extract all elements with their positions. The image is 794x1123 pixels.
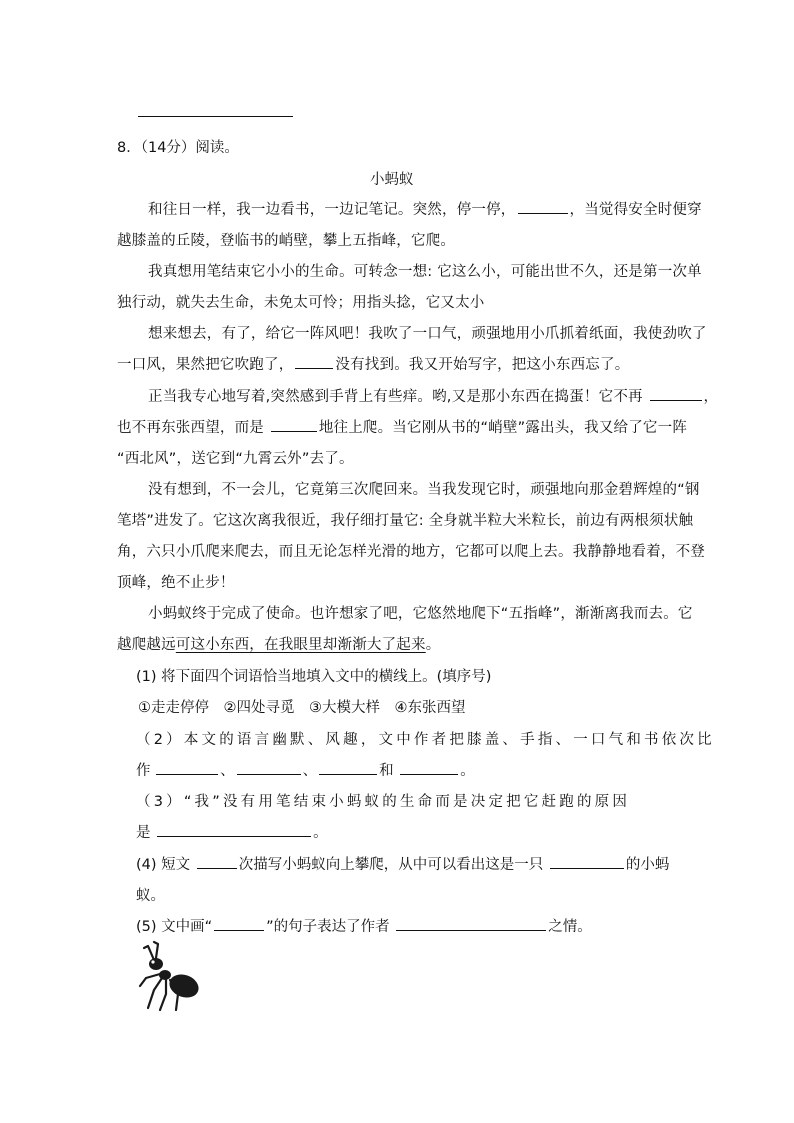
subq-1-options: ①走走停停 ②四处寻觅 ③大模大样 ④东张西望 — [138, 700, 466, 716]
passage-p1-line1: 和往日一样，我一边看书，一边记笔记。突然，停一停， ，当觉得安全时便穿 — [148, 198, 708, 219]
subq-5: (5) 文中画“ ”的句子表达了作者 之情。 — [136, 915, 592, 936]
passage-p2-line1: 我真想用笔结束它小小的生命。可转念一想: 它这么小，可能出世不久，还是第一次单 — [148, 264, 702, 280]
subq-1: (1) 将下面四个词语恰当地填入文中的横线上。(填序号) — [136, 669, 492, 685]
q5-blank — [396, 916, 546, 931]
passage-p5-line4: 顶峰，绝不止步！ — [117, 575, 235, 591]
passage-p3-line1: 想来想去，有了，给它一阵风吧！我吹了一口气，顽强地用小爪抓着纸面，我使劲吹了 — [148, 326, 707, 342]
passage-p3-line2: 一口风，果然把它吹跑了， 没有找到。我又开始写字，把这小东西忘了。 — [117, 353, 677, 374]
passage-p4-line1: 正当我专心地写着,突然感到手背上有些痒。哟,又是那小东西在捣蛋！它不再 ， — [148, 385, 708, 406]
passage-p6-line1: 小蚂蚁终于完成了使命。也许想家了吧，它悠然地爬下“五指峰”，渐渐离我而去。它 — [148, 606, 693, 622]
q2-blank-3 — [319, 760, 377, 775]
q4-blank-1 — [197, 854, 237, 869]
passage-p2-line2: 独行动，就失去生命，未免太可怜；用指头捻，它又太小 — [117, 295, 485, 311]
q4-blank-2 — [550, 854, 624, 869]
subq-3-line1: （3）“我”没有用笔结束小蚂蚁的生命而是决定把它赶跑的原因 — [136, 794, 631, 810]
underlined-sentence: 可这小东西，在我眼里却渐渐大了起来 — [175, 637, 426, 653]
passage-p4-line3: “西北风”，送它到“九霄云外”去了。 — [117, 451, 354, 467]
passage-p5-line3: 角，六只小爪爬来爬去，而且无论怎样光滑的地方，它都可以爬上去。我静静地看着，不登 — [117, 544, 705, 560]
previous-answer-line — [138, 116, 293, 117]
passage-p5-line1: 没有想到，不一会儿，它竟第三次爬回来。当我发现它时，顽强地向那金碧辉煌的“钢 — [148, 482, 700, 498]
q5-underline-sample — [214, 916, 264, 931]
passage-p1-line2: 越膝盖的丘陵，登临书的峭壁，攀上五指峰，它爬。 — [117, 233, 456, 249]
passage-p6-line2: 越爬越远可这小东西，在我眼里却渐渐大了起来。 — [117, 637, 441, 653]
ant-illustration — [132, 938, 208, 1014]
passage-title: 小蚂蚁 — [370, 172, 414, 188]
passage-p5-line2: 笔塔”进发了。它这次离我很近，我仔细打量它: 全身就半粒大米粒长，前边有两根须状触 — [117, 513, 694, 529]
blank-3 — [650, 386, 702, 401]
subq-2-line2: 作 、 、 和 。 — [136, 759, 475, 780]
question-header: 8．（14分）阅读。 — [117, 140, 239, 156]
blank-4 — [271, 417, 317, 432]
subq-4-line1: (4) 短文 次描写小蚂蚁向上攀爬，从中可以看出这是一只 的小蚂 — [136, 853, 669, 874]
q2-blank-1 — [156, 760, 218, 775]
blank-1 — [518, 199, 568, 214]
subq-2-line1: （2）本文的语言幽默、风趣，文中作者把膝盖、手指、一口气和书依次比 — [136, 732, 715, 748]
q2-blank-2 — [237, 760, 301, 775]
passage-p4-line2: 也不再东张西望，而是 地往上爬。当它刚从书的“峭壁”露出头，我又给了它一阵 — [117, 416, 677, 437]
blank-2 — [295, 354, 333, 369]
subq-3-line2: 是 。 — [136, 821, 328, 842]
q3-blank — [157, 822, 311, 837]
q2-blank-4 — [400, 760, 458, 775]
subq-4-line2: 蚁。 — [136, 888, 165, 904]
